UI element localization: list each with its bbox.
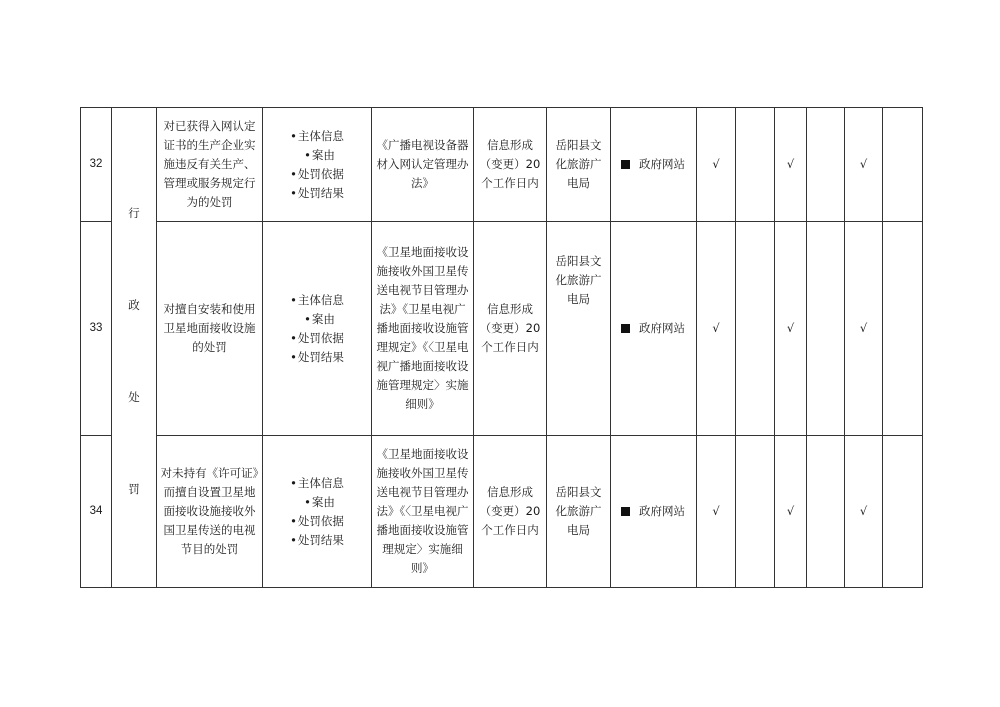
channel-cell xyxy=(611,108,697,222)
check-cell xyxy=(736,222,775,436)
basis-cell: 《卫星地面接收设施接收外国卫星传送电视节目管理办法》《〈卫星电视广播地面接收设施管理规定〉实施细则》 xyxy=(372,436,474,588)
dept-cell: 岳阳县文化旅游广电局 xyxy=(547,436,611,588)
list-item: • 主体信息 xyxy=(290,127,344,146)
check-cell: √ xyxy=(845,222,883,436)
list-item: • 处罚结果 xyxy=(290,531,344,550)
check-cell: √ xyxy=(697,108,736,222)
channel-cell xyxy=(611,436,697,588)
time-cell: 信息形成（变更）20个工作日内 xyxy=(474,436,547,588)
list-item: • 处罚结果 xyxy=(290,184,344,203)
channel-text: 政府网站 xyxy=(639,504,685,518)
list-item: • 处罚结果 xyxy=(290,348,344,367)
item-list xyxy=(290,291,344,367)
subject-cell xyxy=(157,108,263,222)
check-cell xyxy=(736,108,775,222)
channel-text: 政府网站 xyxy=(639,157,685,171)
dept-cell: 岳阳县文化旅游广电局 xyxy=(547,222,611,436)
items-cell xyxy=(263,222,372,436)
check-cell: √ xyxy=(775,108,807,222)
list-item: • 主体信息 xyxy=(290,474,344,493)
check-cell: √ xyxy=(697,436,736,588)
subject-cell xyxy=(157,436,263,588)
item-list xyxy=(290,474,344,550)
category-char: 行 xyxy=(128,206,140,220)
subject-text: 对已获得入网认定证书的生产企业实施违反有关生产、管理或服务规定行为的处罚 xyxy=(163,119,256,209)
dept-cell: 岳阳县文化旅游广电局 xyxy=(547,108,611,222)
list-item: • 主体信息 xyxy=(290,291,344,310)
item-list xyxy=(290,127,344,203)
check-cell xyxy=(807,108,845,222)
list-item: • 案由 xyxy=(290,146,344,165)
check-cell xyxy=(807,436,845,588)
subject-cell xyxy=(157,222,263,436)
check-cell: √ xyxy=(845,108,883,222)
time-cell: 信息形成（变更）20个工作日内 xyxy=(474,222,547,436)
channel-cell xyxy=(611,222,697,436)
table-row xyxy=(81,108,923,222)
items-cell xyxy=(263,436,372,588)
list-item: • 处罚依据 xyxy=(290,165,344,184)
category-char: 处 xyxy=(128,390,140,404)
basis-cell: 《广播电视设备器材入网认定管理办法》 xyxy=(372,108,474,222)
subject-text: 对擅自安装和使用卫星地面接收设施的处罚 xyxy=(163,302,256,354)
table-row xyxy=(81,436,923,588)
row-number: 32 xyxy=(81,108,112,222)
subject-text: 对未持有《许可证》而擅自设置卫星地面接收设施接收外国卫星传送的电视节目的处罚 xyxy=(160,466,259,556)
category-char: 罚 xyxy=(128,482,140,496)
list-item: • 处罚依据 xyxy=(290,512,344,531)
channel-text: 政府网站 xyxy=(639,321,685,335)
row-number: 34 xyxy=(81,436,112,588)
row-number: 33 xyxy=(81,222,112,436)
items-cell xyxy=(263,108,372,222)
basis-cell: 《卫星地面接收设施接收外国卫星传送电视节目管理办法》《卫星电视广播地面接收设施管理规定》《〈卫星电视广播地面接收设施管理规定〉实施细则》 xyxy=(372,222,474,436)
square-bullet-icon xyxy=(621,324,630,333)
disclosure-table xyxy=(80,107,923,588)
check-cell xyxy=(807,222,845,436)
list-item: • 处罚依据 xyxy=(290,329,344,348)
square-bullet-icon xyxy=(621,160,630,169)
check-cell: √ xyxy=(775,436,807,588)
check-cell xyxy=(883,436,923,588)
list-item: • 案由 xyxy=(290,493,344,512)
check-cell xyxy=(736,436,775,588)
check-cell: √ xyxy=(775,222,807,436)
check-cell: √ xyxy=(697,222,736,436)
check-cell xyxy=(883,222,923,436)
square-bullet-icon xyxy=(621,507,630,516)
check-cell xyxy=(883,108,923,222)
table-row xyxy=(81,222,923,436)
time-cell: 信息形成（变更）20个工作日内 xyxy=(474,108,547,222)
category-char: 政 xyxy=(128,298,140,312)
category-cell xyxy=(112,108,157,588)
check-cell: √ xyxy=(845,436,883,588)
list-item: • 案由 xyxy=(290,310,344,329)
